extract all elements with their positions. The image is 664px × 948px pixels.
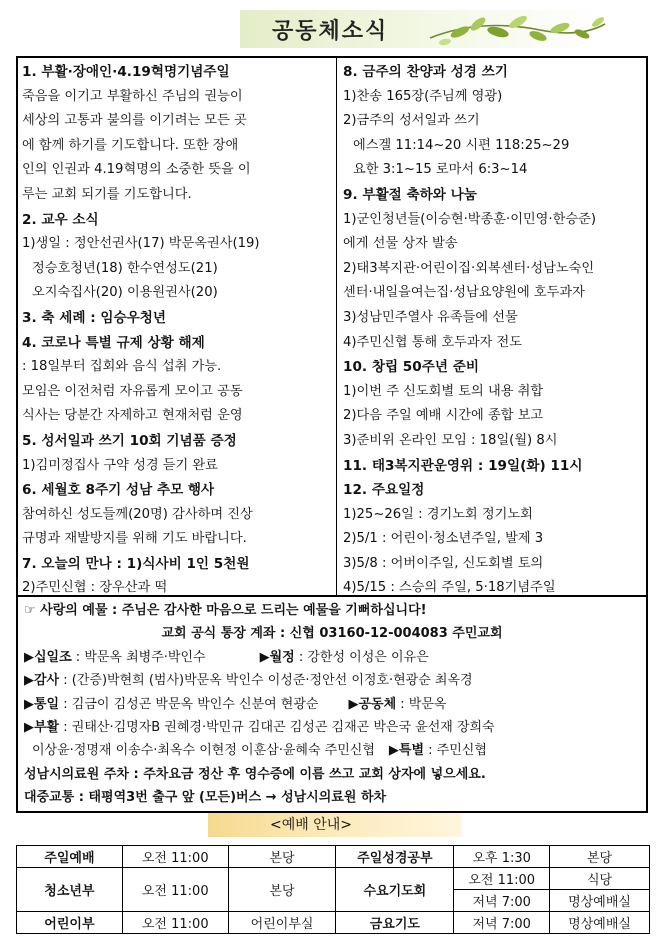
table-cell: 명상예배실 [550,912,650,934]
table-cell: 저녁 7:00 [454,912,550,934]
news-line: 규명과 재발방지를 위해 기도 바랍니다. [22,531,247,547]
news-line: 에스겔 11:14~20 시편 118:25~29 [353,137,570,153]
parking-notice: 성남시의료원 주차 : 주차요금 정산 후 영수증에 이름 쓰고 교회 상자에 넣으세요. [24,766,486,782]
table-cell: 오후 1:30 [454,846,550,868]
table-cell: 본당 [228,868,336,912]
news-line: 1)생일 : 정안선권사(17) 박문옥권사(19) [22,236,260,252]
section-heading: 1. 부활·장애인·4.19혁명기념주일 [22,64,230,80]
news-line: 식사는 당분간 자제하고 현재처럼 운영 [22,408,243,424]
table-cell: 식당 [550,868,650,890]
table-cell: 오전 11:00 [454,868,550,890]
offering-label-tongil: ▶통일 [24,696,60,712]
news-line: 오지숙집사(20) 이용원권사(20) [32,285,218,301]
offering-names-tongil: : 김금이 김성곤 박문옥 박인수 신분여 현광순 [59,696,319,712]
offering-label-wol: ▶월정 [259,649,295,665]
offering-label-sipil: ▶십일조 [24,649,72,665]
news-line: 인의 인권과 4.19혁명의 소중한 뜻을 이 [22,162,251,178]
offering-names-gamsa: : (간증)박현희 (범사)박문옥 박인수 이성준·정안선 이정호·현광순 최옥경 [59,673,473,689]
page-title: 공동체소식 [272,19,389,44]
news-line: 모임은 이전처럼 자유롭게 모이고 공동 [22,383,243,399]
news-line: 1)25~26일 : 경기노회 정기노회 [343,506,533,522]
section-heading: 6. 세월호 8주기 성남 추모 행사 [22,482,215,499]
table-row [17,912,650,934]
news-line: 센터·내일을여는집·성남요양원에 호두과자 [343,285,585,301]
offering-line-tongil [24,693,640,716]
news-line: 3)5/8 : 어버이주일, 신도회별 토의 [343,555,544,571]
table-cell: 청소년부 [17,868,123,912]
offering-names-buhwal: : 권태산·김명자B 권혜경·박민규 김대곤 김성곤 김재곤 박은국 윤선재 장희숙 [59,719,495,735]
news-line: 1)군인청년들(이승현·박종훈·이민영·한승준) [343,211,596,227]
section-heading: 10. 창립 50주년 준비 [343,359,479,376]
section-heading: 12. 주요일정 [343,482,425,499]
news-line: 2)5/1 : 어린이·청소년주일, 발제 3 [343,531,544,547]
worship-guide-title: <예배 안내> [270,817,353,833]
bank-account: 교회 공식 통장 계좌 : 신협 03160-12-004083 주민교회 [161,626,503,642]
table-cell: 어린이부실 [228,912,336,934]
news-line: 세상의 고통과 불의를 이기려는 모든 곳 [22,113,247,129]
offering-label-gamsa: ▶감사 [24,673,60,689]
offering-names-buhwal-2: 이상윤·정명재 이송수·최옥수 이현정 이훈삼·윤혜숙 주민신협 [32,743,375,759]
column-divider [336,58,337,595]
news-line: 1)찬송 165장(주님께 영광) [343,88,503,104]
offering-names-gongdong: : 박문옥 [396,696,447,712]
news-box [16,56,648,597]
news-line: 정승호청년(18) 한수연성도(21) [32,260,218,276]
table-cell: 주일예배 [17,846,123,868]
news-line: 3)성남민주열사 유족들에 선물 [343,309,518,325]
table-cell: 오전 11:00 [122,846,228,868]
news-line: 에게 선물 상자 발송 [343,236,458,252]
section-heading: 5. 성서일과 쓰기 10회 기념품 증정 [22,432,237,449]
table-cell: 수요기도회 [336,868,454,912]
section-heading: 3. 축 세례 : 임승우청년 [22,309,167,326]
offering-line-sipil [24,646,640,669]
news-line: : 18일부터 집회와 음식 섭취 가능. [22,359,222,375]
table-row [17,846,650,868]
news-line: 2)다음 주일 예배 시간에 종합 보고 [343,408,544,424]
table-cell: 본당 [228,846,336,868]
offering-line-buhwal-2 [24,739,640,762]
section-heading: 7. 오늘의 만나 : 1)식사비 1인 5천원 [22,555,250,572]
worship-schedule-table [16,845,650,934]
news-line: 루는 교회 되기를 기도합니다. [22,186,192,202]
offering-label-teukbyeol: ▶특별 [388,743,425,759]
news-line: 3)준비위 온라인 모임 : 18일(월) 8시 [343,432,558,448]
table-cell: 주일성경공부 [336,846,454,868]
offering-heading: ☞ 사랑의 예물 : 주님은 감사한 마음으로 드리는 예물을 기뻐하십니다! [24,603,427,618]
section-heading: 11. 태3복지관운영위 : 19일(화) 11시 [343,457,583,474]
transit-notice: 대중교통 : 태평역3번 출구 앞 (모든)버스 → 성남시의료원 하차 [24,790,387,806]
news-line: 참여하신 성도들께(20명) 감사하며 진상 [22,506,253,522]
offering-label-buhwal: ▶부활 [24,719,60,735]
table-cell: 금요기도 [336,912,454,934]
table-cell: 오전 11:00 [122,868,228,912]
section-heading: 2. 교우 소식 [22,211,99,228]
news-line: 4)주민신협 통해 호두과자 전도 [343,334,522,350]
table-row [17,868,650,890]
offering-label-gongdong: ▶공동체 [348,696,397,712]
news-line: 2)금주의 성서일과 쓰기 [343,113,480,129]
offering-line-gamsa [24,669,640,692]
offering-section [16,597,648,813]
news-line: 요한 3:1~15 로마서 6:3~14 [353,162,528,178]
table-cell: 어린이부 [17,912,123,934]
offering-line-buhwal [24,716,640,739]
left-column [22,60,330,601]
news-line: 1)김미정집사 구약 성경 듣기 완료 [22,457,218,473]
table-cell: 명상예배실 [550,890,650,912]
table-cell: 오전 11:00 [122,912,228,934]
news-line: 2)주민신협 : 장우산과 떡 [22,580,168,596]
offering-names-teukbyeol: : 주민신협 [424,743,487,759]
leaf-decoration-icon [420,8,610,52]
table-cell: 본당 [550,846,650,868]
header [0,0,664,56]
right-column [343,60,645,601]
section-heading: 9. 부활절 축하와 나눔 [343,186,477,203]
news-line: 2)태3복지관·어린이집·외복센터·성남노숙인 [343,260,595,276]
news-line: 1)이번 주 신도회별 토의 내용 취합 [343,383,544,399]
table-cell: 저녁 7:00 [454,890,550,912]
news-line: 에 함께 하기를 기도합니다. 또한 장애 [22,137,239,153]
section-heading: 4. 코로나 특별 규제 상황 해제 [22,334,205,351]
offering-names-sipil: : 박문옥 최병주·박인수 [71,649,206,665]
section-heading: 8. 금주의 찬양과 성경 쓰기 [343,64,508,80]
offering-names-wol: : 강한성 이성은 이유은 [294,649,429,665]
news-line: 죽음을 이기고 부활하신 주님의 권능이 [22,88,243,104]
news-line: 4)5/15 : 스승의 주일, 5·18기념주일 [343,580,556,596]
